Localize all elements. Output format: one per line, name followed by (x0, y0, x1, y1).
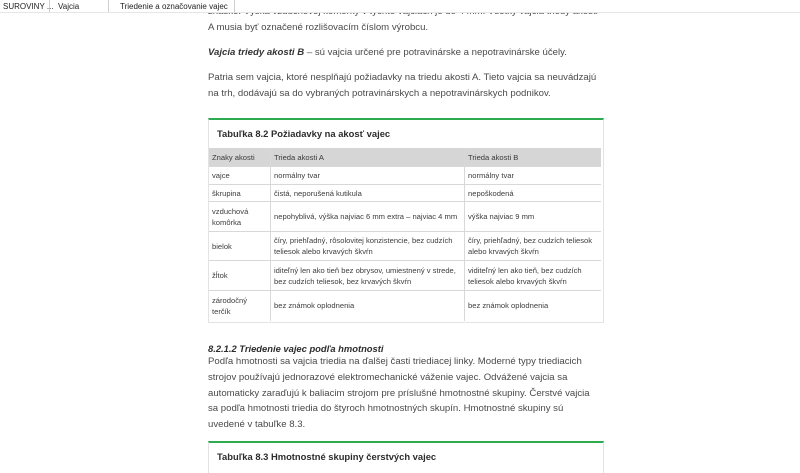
column-header: Trieda akosti A (271, 148, 465, 167)
paragraph-class-b (208, 45, 602, 61)
breadcrumb-item-vajcia[interactable]: Vajcia (50, 0, 109, 12)
section-heading: 8.2.1.2 Triedenie vajec podľa hmotnosti (208, 343, 384, 354)
table-cell: zárodočný terčík (209, 291, 271, 321)
table-row (209, 261, 601, 291)
table-cell: bez známok oplodnenia (465, 291, 602, 321)
table-cell: nepohyblivá, výška najviac 6 mm extra – najviac 4 mm (271, 202, 465, 232)
table-cell: žĺtok (209, 261, 271, 291)
table-cell: viditeľný len ako tieň, bez cudzích teliesok alebo krvavých škvŕn (465, 261, 602, 291)
breadcrumb-item-suroviny[interactable]: SUROVINY ... (0, 0, 50, 12)
class-b-description: – sú vajcia určené pre potravinárske a nepotravinárske účely. (304, 47, 567, 58)
class-b-term: Vajcia triedy akosti B (208, 47, 305, 58)
breadcrumb-item-current: Triedenie a označovanie vajec (109, 0, 235, 12)
table-row (209, 232, 601, 261)
quality-requirements-table-card (208, 118, 604, 323)
column-header: Znaky akosti (209, 148, 271, 167)
table-row (209, 185, 601, 202)
table-caption: Tabuľka 8.3 Hmotnostné skupiny čerstvých vajec (217, 451, 437, 462)
table-cell: škrupina (209, 185, 271, 202)
table-caption: Tabuľka 8.2 Požiadavky na akosť vajec (217, 128, 391, 139)
table-cell: normálny tvar (271, 167, 465, 185)
table-header-row (209, 148, 601, 167)
table-row (209, 167, 601, 185)
column-header: Trieda akosti B (465, 148, 602, 167)
table-row (209, 202, 601, 232)
weight-groups-table-card (208, 441, 604, 473)
section-paragraph: Podľa hmotnosti sa vajcia triedia na ďalšej časti triediacej linky. Moderné typy triediacich strojov používajú jednorazové elektromechanické váženie vajec. Odvážené vajcia sa automaticky zaraďujú k baliacim strojom pre príslušné hmotnostné skupiny. Čerstvé vajcia sa podľa hmotnosti triedia do štyroch hmotnostných skupín. Hmotnostné skupiny sú uvedené v tabuľke 8.3. (208, 356, 590, 431)
table-cell: vajce (209, 167, 271, 185)
quality-requirements-table (209, 148, 601, 321)
table-cell: bielok (209, 232, 271, 261)
paragraph-class-a-end: A musia byť označené rozlišovacím číslom výrobcu. (208, 22, 429, 33)
breadcrumb (0, 0, 800, 13)
table-cell: iditeľný len ako tieň bez obrysov, umiestnený v strede, bez cudzích teliesok, bez krvavých škvŕn (271, 261, 465, 291)
paragraph-class-b-details: Patria sem vajcia, ktoré nesplňajú požiadavky na triedu akosti A. Tieto vajcia sa neuvádzajú na trh, dodávajú sa do vybraných potravinárskych a nepotravinárskych podnikov. (208, 72, 597, 99)
table-cell: číry, priehľadný, rôsolovitej konzistencie, bez cudzích teliesok alebo krvavých škvŕn (271, 232, 465, 261)
table-row (209, 291, 601, 321)
table-cell: nepoškodená (465, 185, 602, 202)
table-cell: číry, priehľadný, bez cudzích teliesok alebo krvavých škvŕn (465, 232, 602, 261)
table-cell: výška najviac 9 mm (465, 202, 602, 232)
table-cell: normálny tvar (465, 167, 602, 185)
table-cell: vzduchová komôrka (209, 202, 271, 232)
table-cell: bez známok oplodnenia (271, 291, 465, 321)
table-cell: čistá, neporušená kutikula (271, 185, 465, 202)
